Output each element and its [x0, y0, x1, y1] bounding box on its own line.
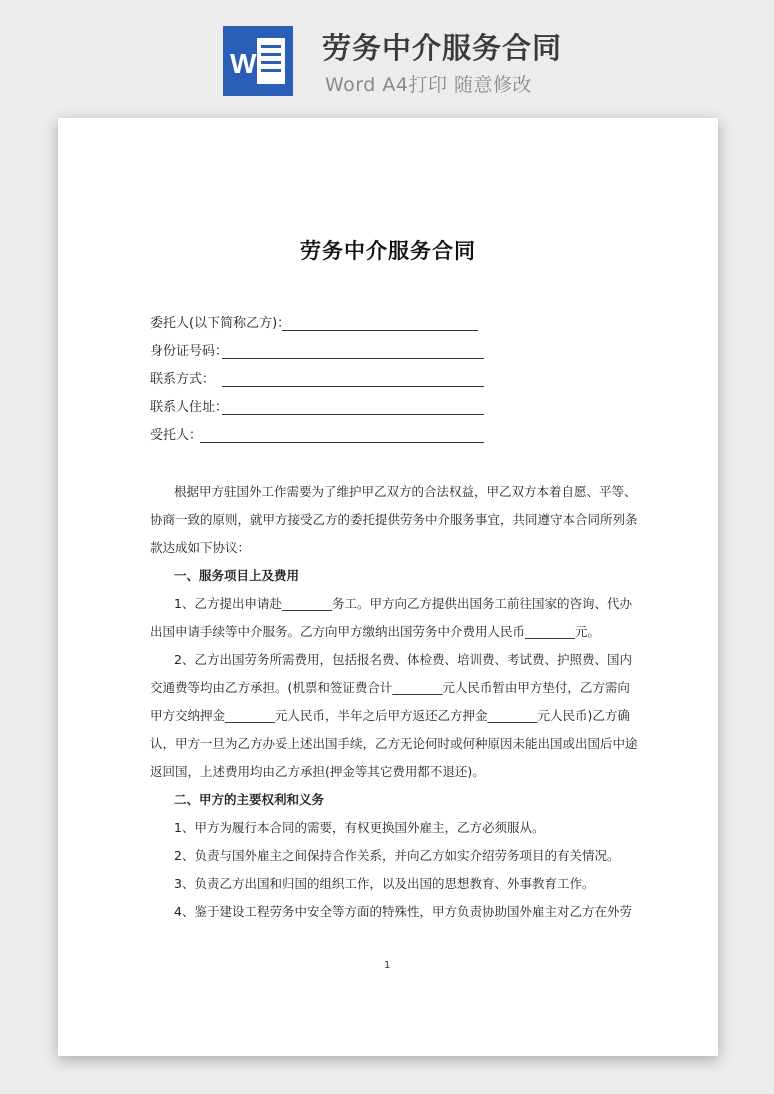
body-line: 4、鉴于建设工程劳务中安全等方面的特殊性，甲方负责协助国外雇主对乙方在外劳	[174, 904, 632, 919]
body-line: 2、负责与国外雇主之间保持合作关系，并向乙方如实介绍劳务项目的有关情况。	[174, 848, 620, 863]
field-underline	[222, 358, 484, 359]
field-label: 联系人住址：	[150, 400, 229, 415]
body-line: 3、负责乙方出国和归国的组织工作，以及出国的思想教育、外事教育工作。	[174, 876, 595, 891]
body-line: 出国申请手续等中介服务。乙方向甲方缴纳出国劳务中介费用人民币________元。	[150, 624, 601, 639]
word-icon	[223, 26, 293, 96]
word-icon-letter: W	[230, 48, 257, 79]
body-line: 协商一致的原则，就甲方接受乙方的委托提供劳务中介服务事宜，共同遵守本合同所列条	[150, 512, 638, 527]
header-banner	[0, 0, 774, 110]
body-line: 交通费等均由乙方承担。(机票和签证费合计________元人民币暂由甲方垫付，乙方需向	[150, 680, 630, 695]
field-label: 联系方式：	[150, 372, 216, 387]
section-heading: 一、服务项目上及费用	[174, 568, 300, 583]
body-line: 甲方交纳押金________元人民币，半年之后甲方返还乙方押金________元人民币)乙方确	[150, 708, 630, 723]
field-underline	[222, 414, 484, 415]
body-line: 根据甲方驻国外工作需要为了维护甲乙双方的合法权益，甲乙双方本着自愿、平等、	[174, 484, 637, 499]
body-line: 1、乙方提出申请赴________务工。甲方向乙方提供出国务工前往国家的咨询、代办	[174, 596, 632, 611]
field-underline	[222, 386, 484, 387]
body-line: 款达成如下协议：	[150, 540, 251, 555]
document-title: 劳务中介服务合同	[300, 239, 476, 263]
banner-subtitle: Word A4打印 随意修改	[325, 74, 533, 96]
page-number: 1	[384, 960, 391, 971]
document-page	[58, 118, 718, 1056]
field-id-number	[150, 343, 228, 361]
body-line: 2、乙方出国劳务所需费用，包括报名费、体检费、培训费、考试费、护照费、国内	[174, 652, 632, 667]
field-label: 委托人(以下简称乙方)：	[150, 316, 291, 331]
field-underline	[282, 330, 478, 331]
field-underline	[200, 442, 484, 443]
field-contact	[150, 371, 215, 389]
body-line: 认，甲方一旦为乙方办妥上述出国手续，乙方无论何时或何种原因未能出国或出国后中途	[150, 736, 638, 751]
field-client	[150, 315, 290, 333]
body-line: 1、甲方为履行本合同的需要，有权更换国外雇主，乙方必须服从。	[174, 820, 545, 835]
field-label: 身份证号码：	[150, 344, 229, 359]
field-address	[150, 399, 228, 417]
section-heading: 二、甲方的主要权利和义务	[174, 792, 325, 807]
field-trustee	[150, 427, 202, 445]
body-line: 返回国，上述费用均由乙方承担(押金等其它费用都不退还)。	[150, 764, 485, 779]
field-label: 受托人：	[150, 428, 203, 443]
banner-title: 劳务中介服务合同	[322, 31, 563, 65]
